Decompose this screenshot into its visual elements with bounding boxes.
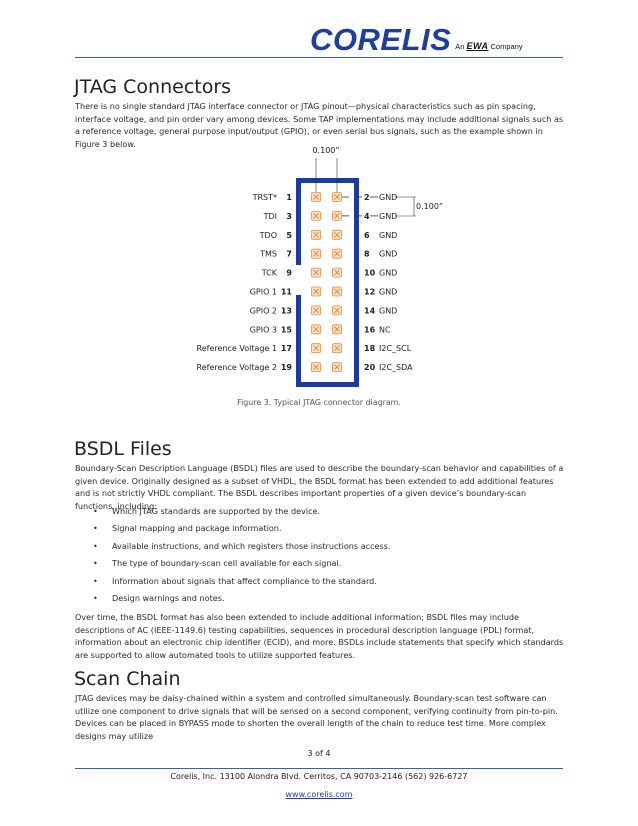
left-pin-signal: TDI: [263, 211, 277, 221]
figure-caption: Figure 3. Typical JTAG connector diagram.: [237, 398, 401, 407]
right-pin-signal: GND: [379, 230, 398, 240]
website-link[interactable]: www.corelis.com: [285, 790, 353, 799]
left-pin-number: 7: [286, 249, 292, 259]
bsdl-bullet-list: [75, 505, 555, 609]
list-item: • Available instructions, and which registers those instructions access.: [75, 540, 555, 557]
left-pin-signal: Reference Voltage 1: [196, 344, 277, 354]
scan-chain-paragraph: JTAG devices may be daisy-chained within a system and controlled simultaneously. Boundary-scan test software can utilize one component to drive signals that will be sensed on a second component, verifying continuity from pin-to-pin. Devices can be placed in BYPASS mode to shorten the overall length of the chain to reduce test time. More complex designs may utilize: [75, 693, 558, 741]
left-pin-signal: GPIO 2: [249, 306, 277, 316]
right-pin-number: 2: [364, 193, 370, 202]
list-item: • The type of boundary-scan cell available for each signal.: [75, 557, 555, 574]
right-pin-signal: GND: [379, 193, 398, 202]
left-pin-number: 17: [280, 344, 292, 354]
footer-address: Corelis, Inc. 13100 Alondra Blvd. Cerritos, CA 90703-2146 (562) 926-6727: [170, 772, 468, 781]
left-pin-number: 3: [286, 211, 292, 221]
section-heading-scan-chain: Scan Chain: [74, 668, 181, 690]
right-pin-number: 16: [364, 325, 376, 335]
left-pin-signal: TCK: [261, 268, 277, 278]
dim-right-label: 0.100”: [416, 202, 444, 211]
section-heading-bsdl: BSDL Files: [74, 438, 172, 460]
logo-tagline-brand: EWA: [466, 41, 489, 51]
dim-top-label: 0.100”: [312, 146, 340, 155]
right-pin-signal: I2C_SCL: [379, 344, 412, 354]
right-pin-number: 12: [364, 287, 376, 297]
right-pin-number: 20: [364, 363, 376, 373]
right-pin-signal: GND: [379, 306, 398, 316]
bsdl-paragraph-1: Boundary-Scan Description Language (BSDL) files are used to describe the boundary-scan behavior and capabilities of a given device. Originally designed as a subset of VHDL, the BSDL format has been extended to add additional features and is not strictly VHDL compliant. The BSDL describes important properties of a given device’s boundary-scan functions, including:: [75, 463, 564, 511]
logo-tagline-suffix: Company: [490, 41, 523, 51]
right-pin-signal: GND: [379, 268, 398, 278]
left-pin-signal: TDO: [259, 230, 277, 240]
right-pin-signal: GND: [379, 287, 398, 297]
list-item: • Design warnings and notes.: [75, 592, 555, 609]
left-pin-number: 5: [286, 230, 292, 240]
left-pin-number: 15: [280, 325, 292, 335]
page-number: 3 of 4: [307, 749, 331, 758]
logo-tagline-prefix: An: [455, 41, 465, 51]
right-pin-signal: I2C_SDA: [379, 363, 413, 373]
right-pin-number: 14: [364, 306, 376, 316]
left-pin-signal: TRST*: [252, 193, 277, 202]
left-pin-number: 1: [286, 193, 292, 202]
right-pin-signal: GND: [379, 249, 398, 259]
right-pin-number: 4: [364, 211, 370, 221]
list-item: • Signal mapping and package information.: [75, 522, 555, 539]
left-pin-signal: GPIO 3: [249, 325, 277, 335]
connector-frame: [296, 178, 359, 387]
bsdl-paragraph-2: Over time, the BSDL format has also been extended to include additional information; BSDL files may include descriptions of AC (IEEE-1149.6) testing capabilities, sequences in procedural description language (PDL) format, information about an electronic chip identifier (ECID), and more. BSDLs include statements that specify which standards are supported to allow automated tools to utilize supported features.: [75, 612, 564, 660]
left-pin-signal: GPIO 1: [249, 287, 277, 297]
jtag-connector-diagram: [0, 0, 638, 400]
right-pin-number: 6: [364, 230, 370, 240]
footer-divider: [75, 768, 563, 769]
right-pin-signal: GND: [379, 211, 398, 221]
left-pin-number: 13: [280, 306, 292, 316]
left-pin-number: 11: [280, 287, 292, 297]
section-heading-jtag: JTAG Connectors: [74, 76, 232, 98]
right-pin-number: 10: [364, 268, 376, 278]
left-pin-number: 19: [280, 363, 292, 373]
list-item: • Which JTAG standards are supported by the device.: [75, 505, 555, 522]
right-pin-signal: NC: [379, 325, 391, 335]
logo-wordmark: CORELIS: [310, 22, 452, 57]
left-pin-number: 9: [286, 268, 292, 278]
right-pin-number: 18: [364, 344, 376, 354]
list-item: • Information about signals that affect compliance to the standard.: [75, 575, 555, 592]
left-pin-signal: Reference Voltage 2: [196, 363, 277, 373]
right-pin-number: 8: [364, 249, 370, 259]
left-pin-signal: TMS: [260, 249, 277, 259]
jtag-paragraph: There is no single standard JTAG interface connector or JTAG pinout—physical characteristics such as pin spacing, interface voltage, and pin order vary among devices. Some TAP implementations may include additional signals such as a reference voltage, general purpose input/output (GPIO), or even serial bus signals, such as the example shown in Figure 3 below.: [75, 101, 564, 149]
